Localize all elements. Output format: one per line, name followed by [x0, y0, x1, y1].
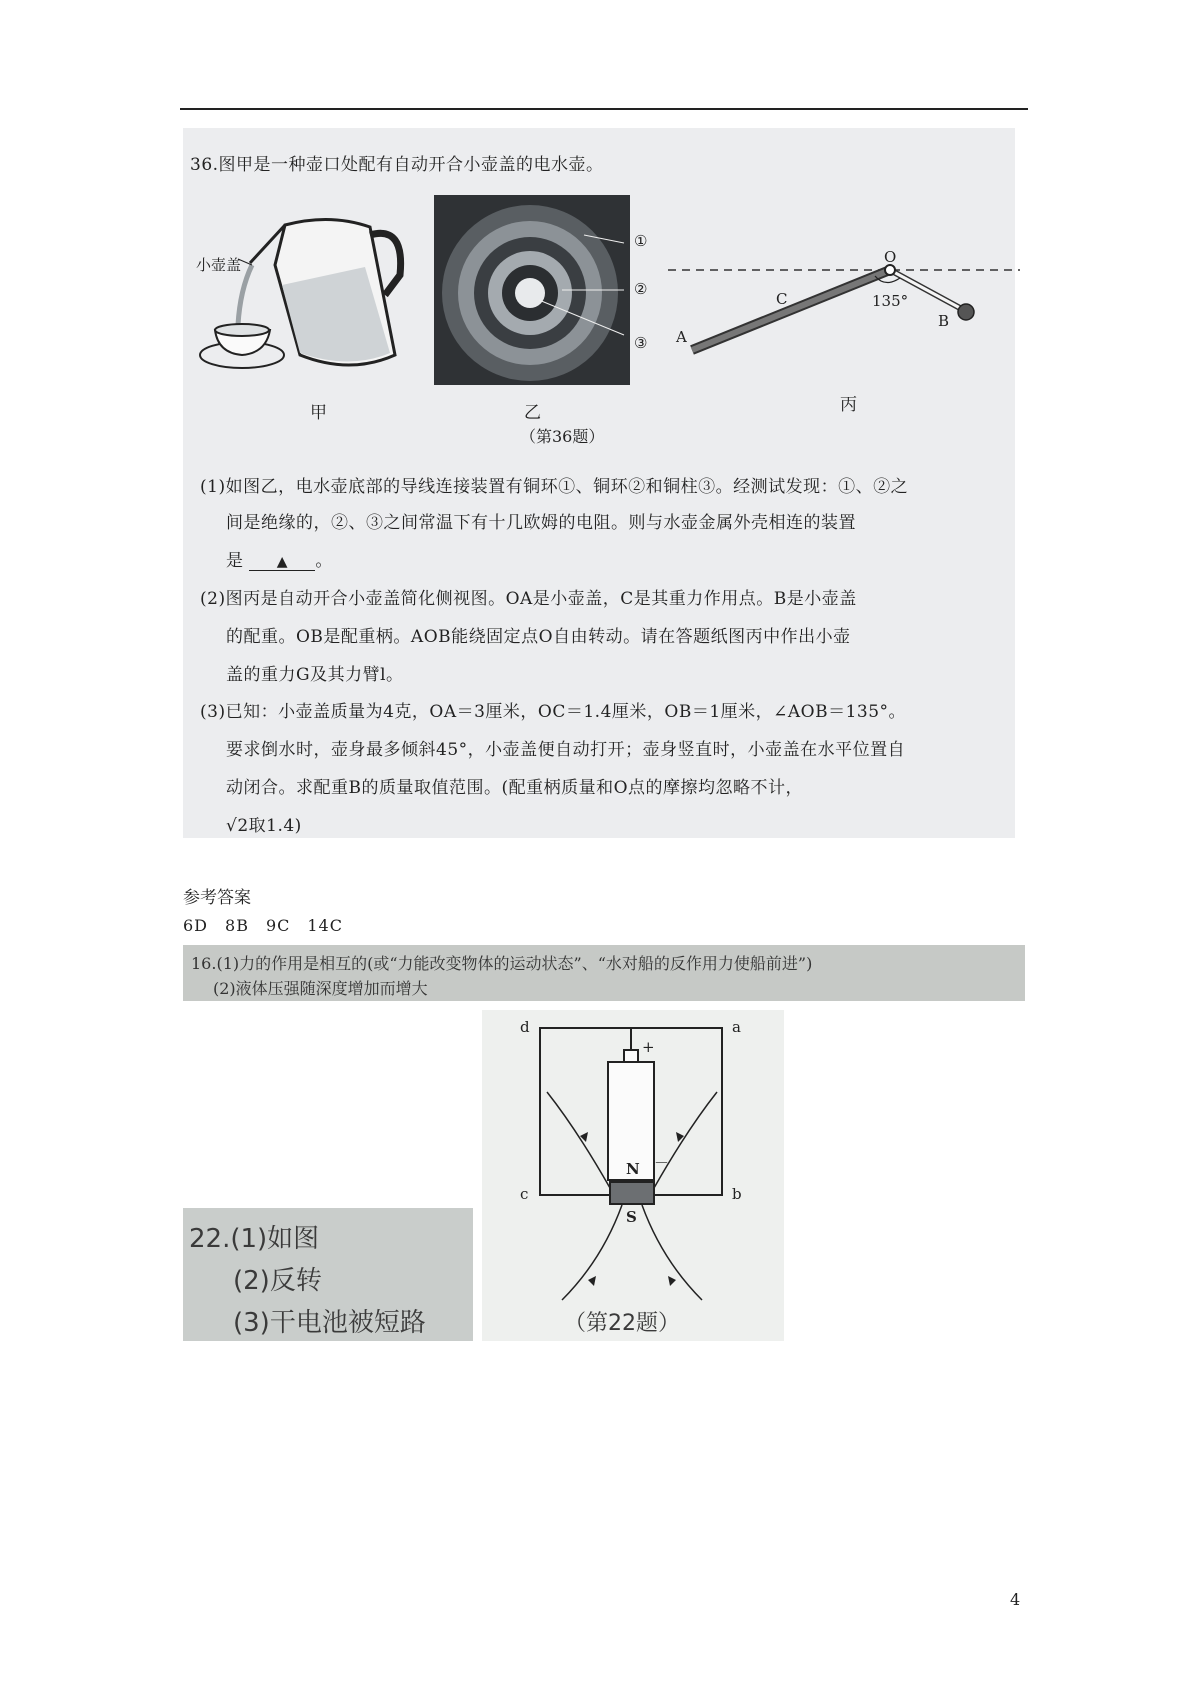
figure-caption-36: （第36题）: [520, 427, 605, 446]
circuit-label-c: c: [520, 1185, 529, 1203]
answer-22-figure: [482, 1010, 784, 1341]
answer-22-scan: [183, 1208, 473, 1341]
part3-line-1: (3)已知：小壶盖质量为4克，OA＝3厘米，OC＝1.4厘米，OB＝1厘米，∠AOB＝135°。: [200, 702, 907, 722]
small-lid-label: 小壶盖: [196, 256, 242, 274]
part3-line-4: √2取1.4): [226, 816, 302, 836]
kettle-figure: [190, 205, 430, 405]
point-o-label: O: [884, 248, 897, 266]
reference-title: 参考答案: [183, 888, 251, 908]
circuit-label-a: a: [732, 1018, 741, 1036]
marker-2: ②: [634, 280, 648, 298]
pole-s: S: [626, 1208, 637, 1226]
marker-3: ③: [634, 334, 648, 352]
answer-16-scan: [183, 945, 1025, 1001]
part1-line-3: 是 ▲ 。: [226, 551, 333, 571]
part2-line-2: 的配重。OB是配重柄。AOB能绕固定点O自由转动。请在答题纸图丙中作出小壶: [226, 627, 851, 647]
angle-label: 135°: [872, 292, 909, 310]
answer-22-line-3: (3)干电池被短路: [233, 1308, 426, 1338]
page-number: 4: [1010, 1590, 1021, 1609]
part1-line-1: (1)如图乙，电水壶底部的导线连接装置有铜环①、铜环②和铜柱③。经测试发现：①、②之: [200, 477, 909, 497]
header-rule: [180, 108, 1028, 110]
battery-plus: +: [642, 1038, 655, 1056]
answer-22-line-1: 22.(1)如图: [189, 1224, 320, 1254]
marker-1: ①: [634, 232, 648, 250]
part1-line-2: 间是绝缘的，②、③之间常温下有十几欧姆的电阻。则与水壶金属外壳相连的装置: [226, 513, 856, 533]
pole-n: N: [626, 1160, 640, 1178]
part2-line-1: (2)图丙是自动开合小壶盖简化侧视图。OA是小壶盖，C是其重力作用点。B是小壶盖: [200, 589, 857, 609]
lever-diagram: [660, 240, 1030, 390]
kettle-base-photo: [434, 195, 630, 385]
point-a-label: A: [676, 328, 687, 346]
part3-line-3: 动闭合。求配重B的质量取值范围。(配重柄质量和O点的摩擦均忽略不计，: [226, 778, 804, 798]
answer-22-line-2: (2)反转: [233, 1266, 322, 1296]
circuit-label-d: d: [520, 1018, 530, 1036]
part2-line-3: 盖的重力G及其力臂l。: [226, 665, 404, 685]
caption-jia: 甲: [310, 403, 327, 423]
circuit-label-b: b: [732, 1185, 742, 1203]
figure-caption-22: （第22题）: [564, 1311, 680, 1336]
caption-yi: 乙: [524, 403, 541, 423]
mc-answers: 6D 8B 9C 14C: [183, 916, 343, 935]
answer-16-line-2: (2)液体压强随深度增加而增大: [213, 979, 428, 998]
answer-blank: ▲: [249, 554, 315, 571]
answer-16-line-1: 16.(1)力的作用是相互的(或“力能改变物体的运动状态”、“水对船的反作用力使船前进”): [191, 954, 813, 973]
caption-bing: 丙: [840, 395, 857, 415]
point-c-label: C: [776, 290, 788, 308]
question-36-stem: 36.图甲是一种壶口处配有自动开合小壶盖的电水壶。: [190, 155, 604, 175]
point-b-label: B: [938, 312, 950, 330]
battery-minus: －: [654, 1154, 670, 1172]
part3-line-2: 要求倒水时，壶身最多倾斜45°，小壶盖便自动打开；壶身竖直时，小壶盖在水平位置自: [226, 740, 906, 760]
